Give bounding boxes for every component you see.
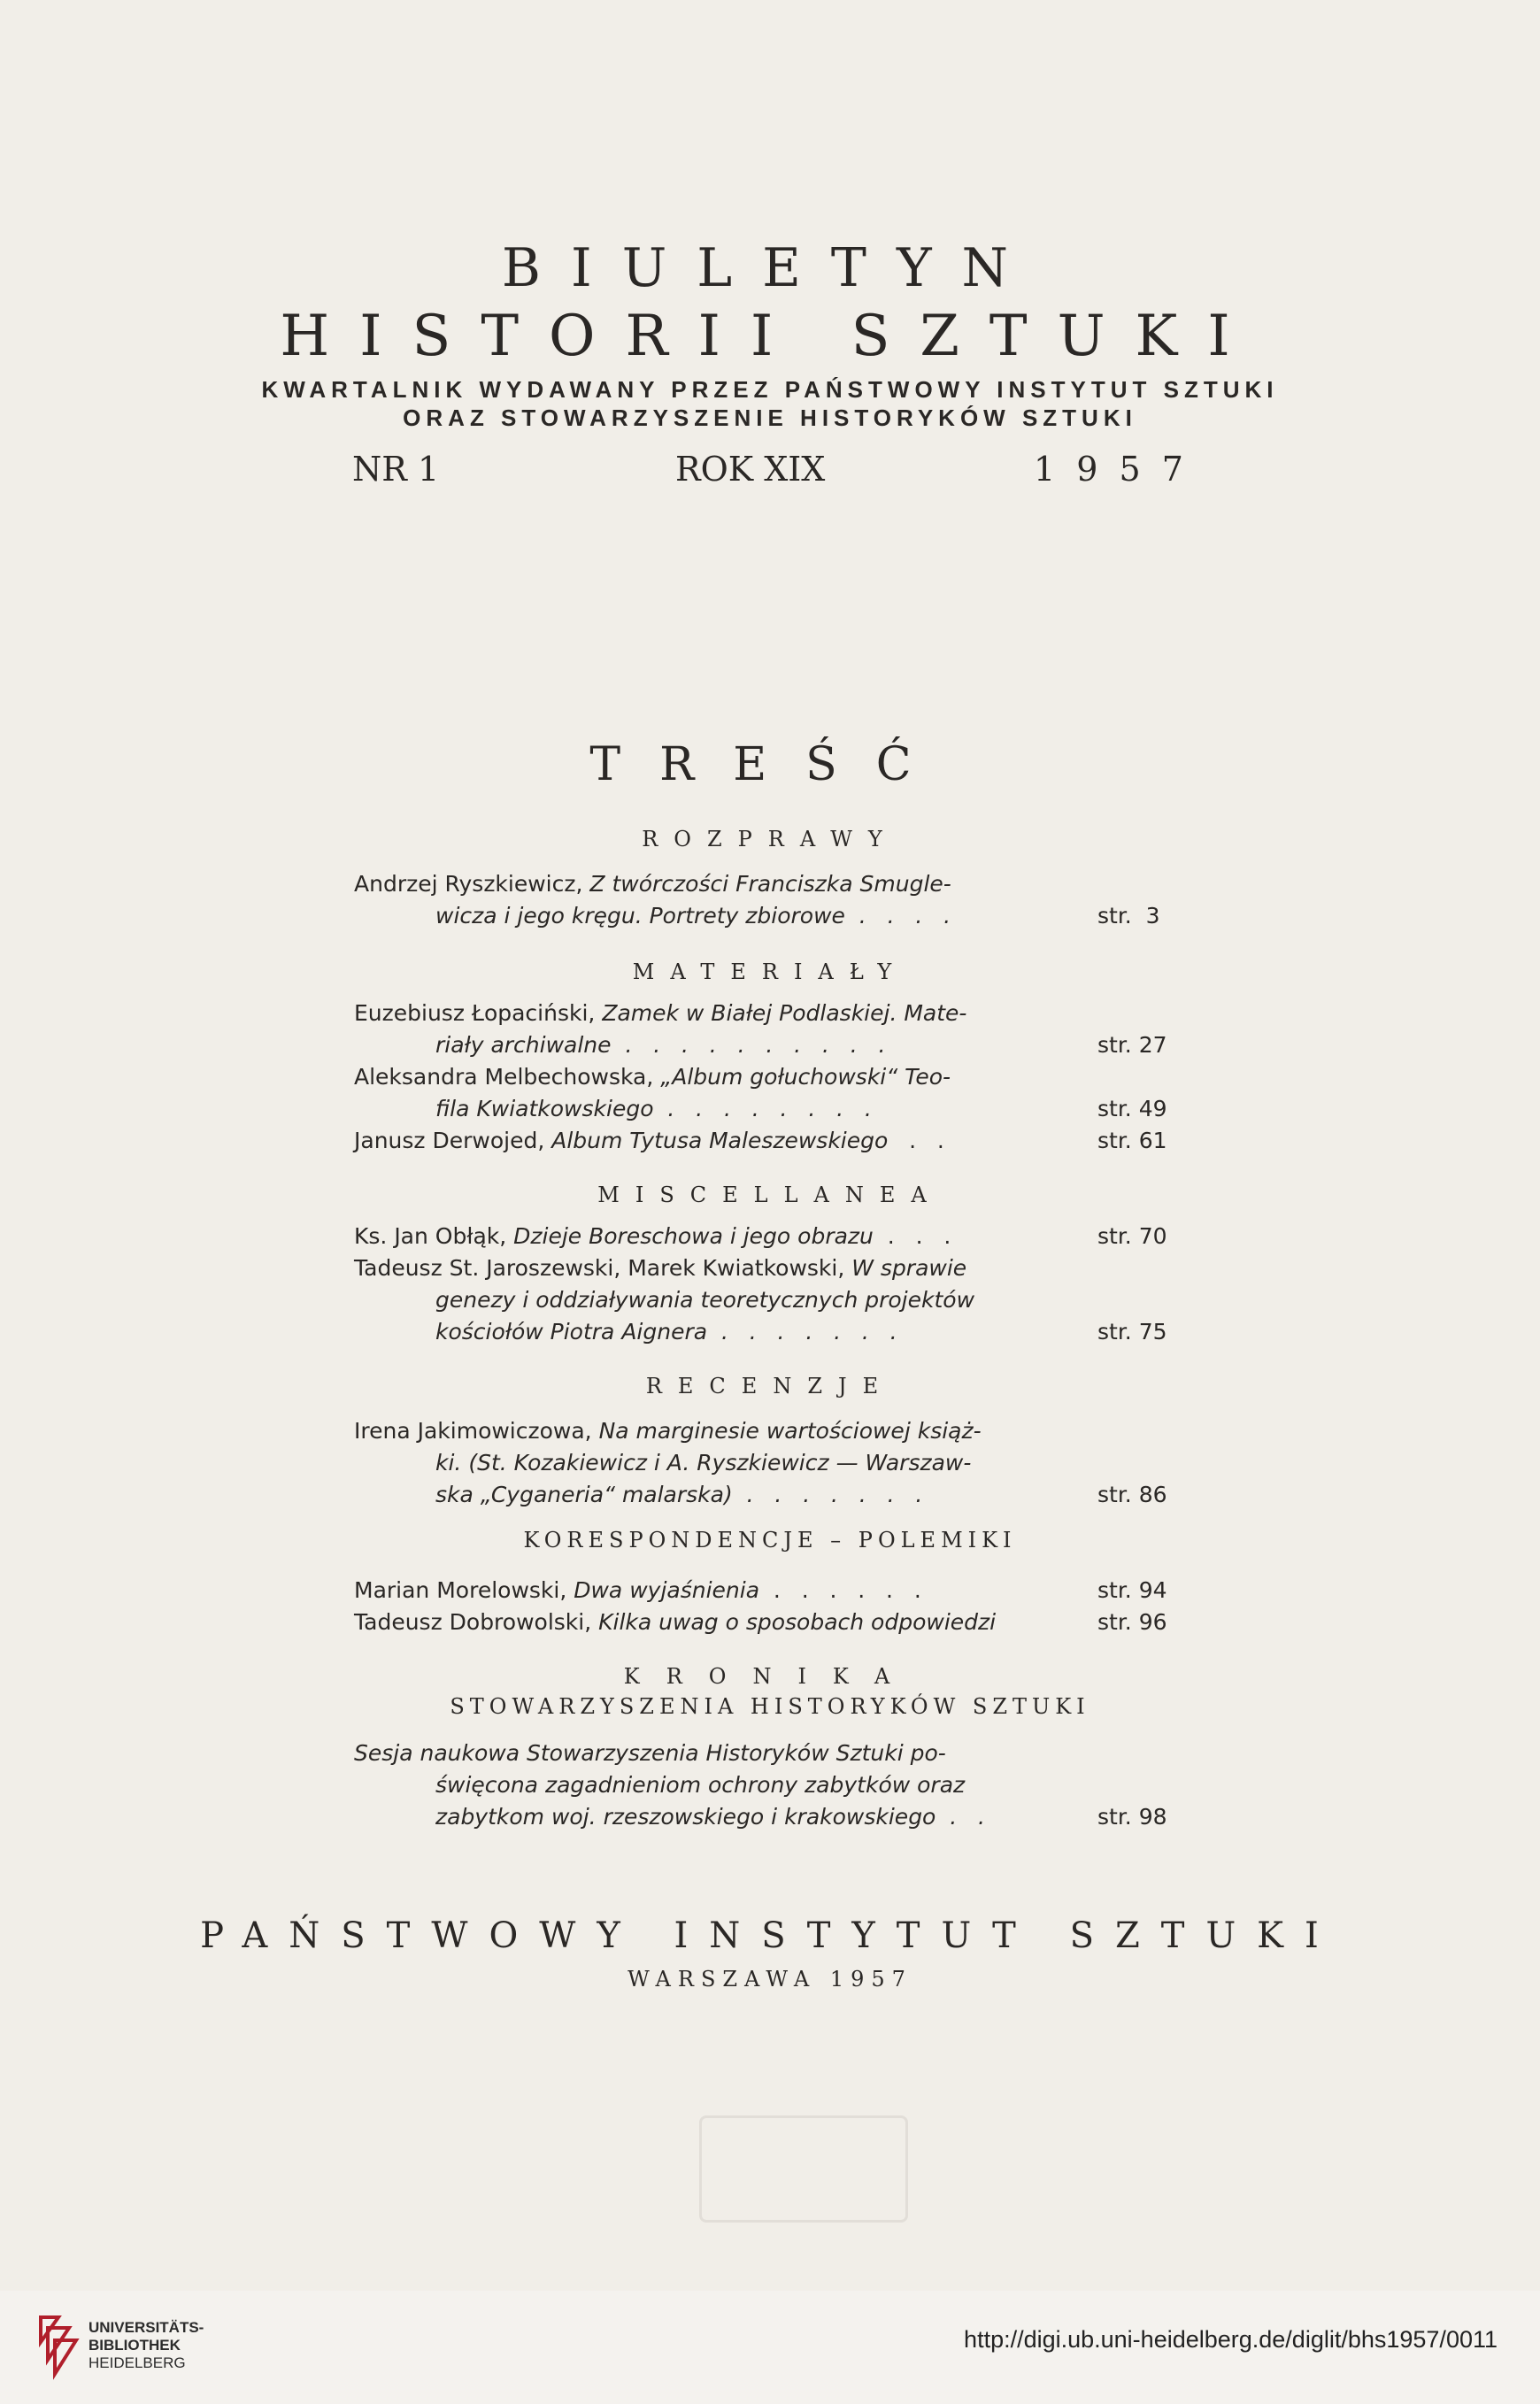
entry-title: Na marginesie wartościowej książ- <box>598 1418 982 1444</box>
section-title-korespondencje: KORESPONDENCJE – POLEMIKI <box>523 1528 1017 1553</box>
entry-title-cont: ska „Cyganeria“ malarska) <box>435 1482 733 1507</box>
source-url[interactable]: http://digi.ub.uni-heidelberg.de/diglit/bhs1957/0011 <box>964 2326 1498 2353</box>
entry-author: Aleksandra Melbechowska, <box>354 1064 661 1090</box>
entry-author: Irena Jakimowiczowa, <box>354 1418 599 1444</box>
entry-title-cont: zabytkom woj. rzeszowskiego i krakowskiego <box>435 1804 936 1830</box>
entry-page: str. 94 <box>1097 1577 1167 1603</box>
entry-title-cont: genezy i oddziaływania teoretycznych projektów <box>435 1287 975 1313</box>
issue-volume: ROK XIX <box>675 450 826 489</box>
entry-title-cont: święcona zagadnieniom ochrony zabytków oraz <box>435 1772 966 1798</box>
entry-page: str. 98 <box>1097 1804 1167 1830</box>
library-logo-icon <box>32 2310 81 2385</box>
entry-dots: . . . . . . . . <box>653 1096 872 1121</box>
entry-title: Z twórczości Franciszka Smugle- <box>589 871 951 897</box>
section-title-kronika: KRONIKA <box>623 1664 917 1689</box>
publisher-name: PAŃSTWOWY INSTYTUT SZTUKI <box>200 1915 1340 1956</box>
contents-heading: TREŚĆ <box>589 738 951 791</box>
entry-author: Tadeusz Dobrowolski, <box>354 1609 599 1635</box>
journal-title-line1: BIULETYN <box>501 237 1039 299</box>
entry-author: Ks. Jan Obłąk, <box>354 1223 514 1249</box>
entry-dots: . . . . . . <box>759 1577 921 1603</box>
entry-dots: . . . . . . . <box>732 1482 923 1507</box>
entry-title: Dwa wyjaśnienia <box>574 1577 760 1603</box>
entry-page: str. 96 <box>1097 1609 1167 1635</box>
entry-page: str. 61 <box>1097 1128 1167 1153</box>
entry-author: Marian Morelowski, <box>354 1577 574 1603</box>
entry-page: str. 3 <box>1097 903 1160 928</box>
journal-subtitle-line2: ORAZ STOWARZYSZENIE HISTORYKÓW SZTUKI <box>403 405 1137 431</box>
entry-title: Dzieje Boreschowa i jego obrazu <box>513 1223 874 1249</box>
library-name-line1: UNIVERSITÄTS- <box>89 2319 204 2336</box>
section-title-materialy: MATERIAŁY <box>632 959 908 984</box>
entry-title-cont: kościołów Piotra Aignera <box>435 1319 708 1345</box>
issue-year: 1 9 5 7 <box>1034 450 1189 489</box>
entry-title: Zamek w Białej Podlaskiej. Mate- <box>602 1000 967 1026</box>
entry-dots: . . <box>936 1804 985 1830</box>
entry-dots: . . . . <box>844 903 951 928</box>
section-title-rozprawy: ROZPRAWY <box>642 827 898 851</box>
section-title-recenzje: RECENZJE <box>645 1374 895 1398</box>
publisher-place-year: WARSZAWA 1957 <box>628 1967 912 1992</box>
entry-title-cont: ki. (St. Kozakiewicz i A. Ryszkiewicz — Warszaw- <box>435 1450 972 1476</box>
section-title-miscellanea: MISCELLANEA <box>597 1183 943 1207</box>
entry-author: Andrzej Ryszkiewicz, <box>354 871 590 897</box>
footer-bar <box>0 2291 1540 2404</box>
section-subtitle-kronika: STOWARZYSZENIA HISTORYKÓW SZTUKI <box>450 1694 1090 1719</box>
entry-title: Album Tytusa Maleszewskiego <box>551 1128 889 1153</box>
entry-page: str. 86 <box>1097 1482 1167 1507</box>
entry-title: „Album gołuchowski“ Teo- <box>660 1064 951 1090</box>
journal-title-line2: HISTORII SZTUKI <box>280 304 1260 369</box>
journal-subtitle-line1: KWARTALNIK WYDAWANY PRZEZ PAŃSTWOWY INSTYTUT SZTUKI <box>261 376 1279 403</box>
entry-author: Tadeusz St. Jaroszewski, Marek Kwiatkowski, <box>354 1255 852 1281</box>
entry-author: Euzebiusz Łopaciński, <box>354 1000 603 1026</box>
faint-stamp-mark <box>699 2115 908 2223</box>
entry-page: str. 27 <box>1097 1032 1167 1058</box>
library-name <box>89 2319 204 2372</box>
entry-dots: . . . . . . . . . . <box>611 1032 886 1058</box>
entry-page: str. 49 <box>1097 1096 1167 1121</box>
entry-page: str. 75 <box>1097 1319 1167 1345</box>
entry-title-cont: wicza i jego kręgu. Portrety zbiorowe <box>435 903 845 928</box>
entry-title: Sesja naukowa Stowarzyszenia Historyków Sztuki po- <box>354 1740 946 1766</box>
entry-title: W sprawie <box>851 1255 967 1281</box>
entry-dots: . . <box>888 1128 944 1153</box>
library-name-line3: HEIDELBERG <box>89 2354 186 2371</box>
entry-page: str. 70 <box>1097 1223 1167 1249</box>
library-name-line2: BIBLIOTHEK <box>89 2337 181 2354</box>
entry-author: Janusz Derwojed, <box>354 1128 552 1153</box>
entry-dots: . . . <box>873 1223 951 1249</box>
entry-dots: . . . . . . . <box>707 1319 897 1345</box>
issue-number: NR 1 <box>352 450 440 489</box>
entry-title-cont: riały archiwalne <box>435 1032 612 1058</box>
entry-title: Kilka uwag o sposobach odpowiedzi <box>598 1609 997 1635</box>
entry-title-cont: fila Kwiatkowskiego <box>435 1096 654 1121</box>
